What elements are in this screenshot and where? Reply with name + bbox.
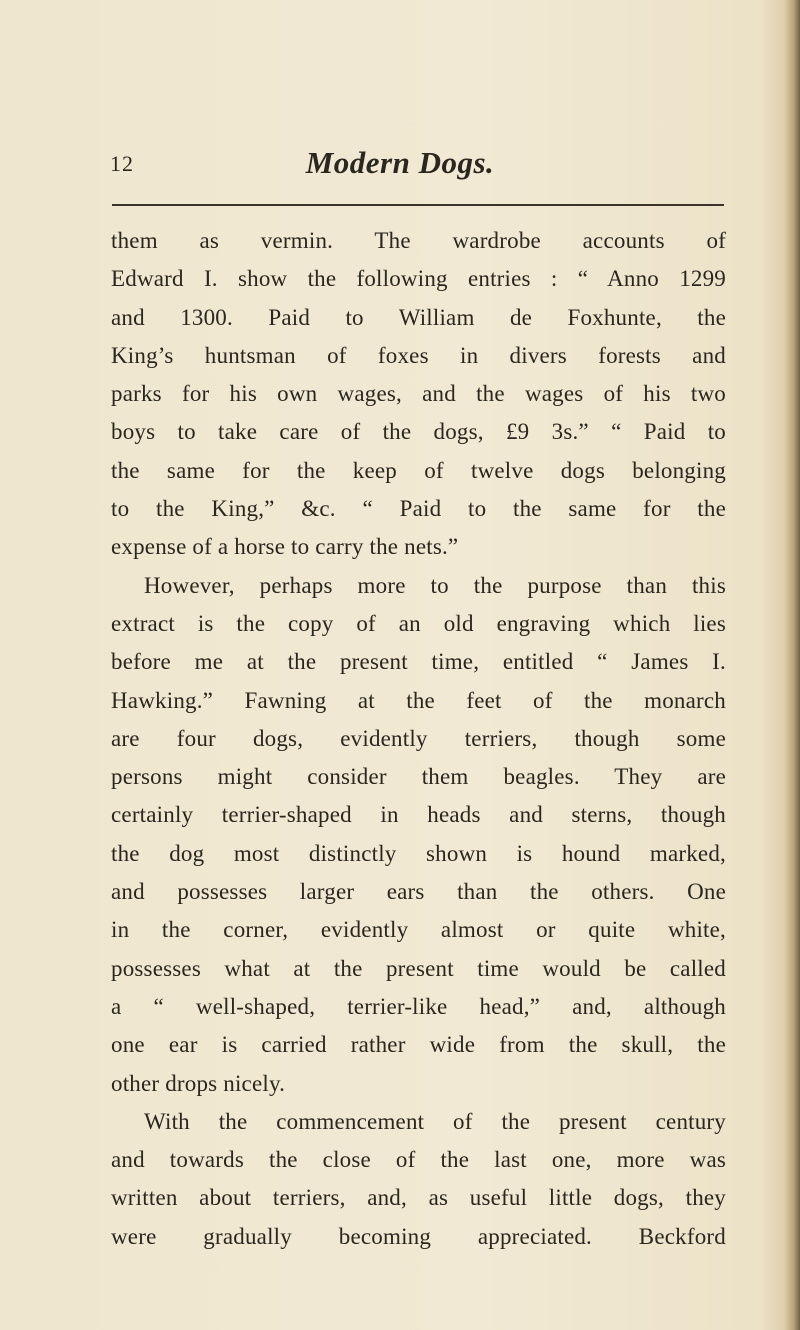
running-title: Modern Dogs. — [305, 145, 495, 180]
text-line: King’s huntsman of foxes in divers forests and — [111, 342, 726, 368]
text-line: were gradually becoming appreciated. Beckford — [111, 1223, 726, 1249]
text-line: certainly terrier-shaped in heads and sterns, though — [111, 802, 726, 828]
text-line: expense of a horse to carry the nets.” — [111, 534, 459, 560]
text-line: and towards the close of the last one, more was — [111, 1147, 726, 1173]
text-line: Edward I. show the following entries : “ Anno 1299 — [111, 266, 726, 292]
page-edge-shadow — [784, 0, 800, 1330]
text-line: possesses what at the present time would be called — [111, 955, 726, 981]
text-line: the dog most distinctly shown is hound marked, — [111, 840, 726, 866]
text-line: and 1300. Paid to William de Foxhunte, the — [111, 304, 726, 330]
text-line: a “ well-shaped, terrier-like head,” and, although — [111, 993, 726, 1019]
text-line: other drops nicely. — [111, 1070, 286, 1096]
text-line: in the corner, evidently almost or quite white, — [111, 917, 726, 943]
text-line: them as vermin. The wardrobe accounts of — [111, 228, 726, 253]
text-line: boys to take care of the dogs, £9 3s.” “ Paid to — [111, 419, 726, 445]
text-line: to the King,” &c. “ Paid to the same for the — [111, 496, 726, 522]
text-line: the same for the keep of twelve dogs belonging — [111, 457, 726, 483]
text-line: extract is the copy of an old engraving which lies — [111, 610, 726, 636]
text-line: However, perhaps more to the purpose than this — [144, 572, 726, 598]
text-line: are four dogs, evidently terriers, though some — [111, 725, 726, 751]
text-line: Hawking.” Fawning at the feet of the monarch — [111, 687, 726, 713]
text-line: persons might consider them beagles. They are — [111, 764, 726, 790]
header-rule — [112, 204, 724, 206]
text-line: parks for his own wages, and the wages of his two — [111, 381, 726, 407]
text-line: before me at the present time, entitled “ James I. — [111, 649, 726, 675]
page-header — [0, 145, 800, 195]
text-line: and possesses larger ears than the others. One — [111, 879, 726, 905]
text-line: one ear is carried rather wide from the skull, the — [111, 1032, 726, 1058]
text-line: written about terriers, and, as useful little dogs, they — [111, 1185, 726, 1211]
page-number: 12 — [110, 151, 134, 176]
body-text — [111, 222, 726, 1256]
text-line: With the commencement of the present century — [144, 1108, 726, 1134]
